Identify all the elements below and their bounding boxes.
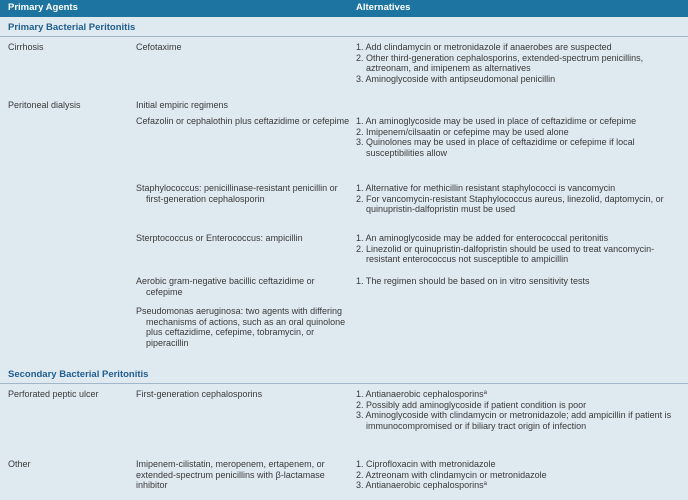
row-alternatives-staphylococcus: [356, 183, 682, 215]
header-alternatives: Alternatives: [356, 2, 411, 13]
footnote-marker: a: [483, 390, 487, 396]
alternative-item: 2. Imipenem/cilsaatin or cefepime may be used alone: [356, 126, 569, 137]
footnote-marker: a: [483, 481, 487, 487]
row-alternatives-other: [356, 459, 682, 491]
section-divider: [0, 36, 688, 37]
agent-text: Pseudomonas aeruginosa: two agents with differing mechanisms of actions, such as an oral quinolone plus ceftazidime, cefepime, tobramycin, or piperacillin: [136, 306, 346, 348]
alternative-item: 2. For vancomycin-resistant Staphylococcus aureus, linezolid, daptomycin, or quinupristin-dalfopristin must be used: [356, 193, 664, 214]
alternative-item: [356, 389, 682, 400]
row-agent-staphylococcus: [136, 183, 350, 204]
row-agent-streptococcus: [136, 233, 350, 244]
section-title-primary: Primary Bacterial Peritonitis: [8, 22, 136, 33]
alternative-item: 3. Aminoglycoside with clindamycin or metronidazole; add ampicillin if patient is immunocompromised or if biliary tract origin of infection: [356, 410, 672, 431]
agent-text: Aerobic gram-negative bacillic ceftazidime or cefepime: [136, 276, 315, 297]
agent-text: Sterptococcus or Enterococcus: ampicillin: [136, 233, 303, 243]
alternative-item: 1. Add clindamycin or metronidazole if anaerobes are suspected: [356, 42, 612, 52]
row-alternatives-peptic-ulcer: [356, 389, 682, 431]
alternative-item: 3. Aminoglycoside with antipseudomonal penicillin: [356, 73, 556, 84]
alternative-item: 1. The regimen should be based on in vitro sensitivity tests: [356, 276, 590, 286]
row-agent-pseudomonas: [136, 306, 350, 348]
row-agent-other: Imipenem-cilistatin, meropenem, ertapenem, or extended-spectrum penicillins with β-lactamase inhibitor: [136, 459, 325, 490]
agent-text: Cefazolin or cephalothin plus ceftazidime or cefepime: [136, 116, 350, 126]
row-agent-peptic-ulcer: First-generation cephalosporins: [136, 389, 263, 399]
alternative-item: [356, 480, 682, 491]
alternative-text: 3. Antianaerobic cephalosporins: [356, 480, 484, 490]
row-alternatives-cefazolin: [356, 116, 682, 158]
row-alternatives-gram-negative: [356, 276, 682, 287]
row-alternatives-streptococcus: [356, 233, 682, 265]
row-agent-gram-negative: [136, 276, 350, 297]
section-divider: [0, 383, 688, 384]
row-condition-peritoneal-dialysis: Peritoneal dialysis: [8, 100, 81, 110]
alternative-item: 1. Ciprofloxacin with metronidazole: [356, 459, 496, 469]
alternative-item: 1. An aminoglycoside may be used in place of ceftazidime or cefepime: [356, 116, 637, 126]
alternative-item: 2. Linezolid or quinupristin-dalfopristin should be used to treat vancomycin-resistant enterococcus not susceptible to ampicillin: [356, 243, 655, 264]
row-condition-peptic-ulcer: Perforated peptic ulcer: [8, 389, 99, 399]
row-agent-cefazolin: [136, 116, 350, 127]
alternative-text: 1. Antianaerobic cephalosporins: [356, 389, 484, 399]
row-condition-cirrhosis: Cirrhosis: [8, 42, 44, 52]
row-alternatives-cirrhosis: [356, 42, 682, 84]
row-agent-initial-empiric: Initial empiric regimens: [136, 100, 229, 110]
alternative-item: 2. Other third-generation cephalosporins, extended-spectrum penicillins, aztreonam, and imipenem as alternatives: [356, 52, 644, 73]
row-agent-cirrhosis: Cefotaxime: [136, 42, 182, 52]
table-header: [0, 0, 688, 17]
alternative-item: 2. Possibly add aminoglycoside if patient condition is poor: [356, 399, 587, 410]
alternative-item: 3. Quinolones may be used in place of ceftazidime or cefepime if local susceptibilities allow: [356, 137, 635, 158]
section-title-secondary: Secondary Bacterial Peritonitis: [8, 369, 149, 380]
agent-text: Staphylococcus: penicillinase-resistant penicillin or first-generation cephalosporin: [136, 183, 338, 204]
alternative-item: 1. Alternative for methicillin resistant staphylococci is vancomycin: [356, 183, 616, 193]
header-primary-agents: Primary Agents: [8, 2, 78, 13]
row-condition-other: Other: [8, 459, 31, 469]
alternative-item: 2. Aztreonam with clindamycin or metronidazole: [356, 469, 547, 480]
alternative-item: 1. An aminoglycoside may be added for enterococcal peritonitis: [356, 233, 609, 243]
